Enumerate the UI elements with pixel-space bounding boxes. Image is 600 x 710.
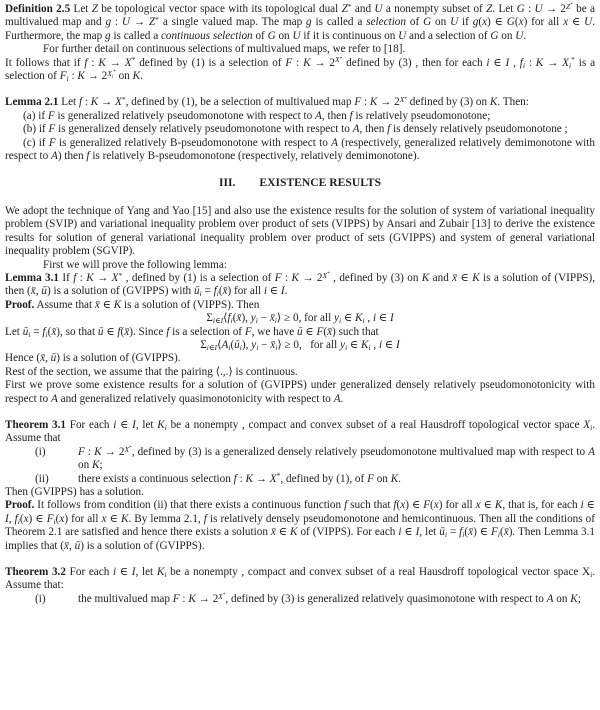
italic-text: i (378, 338, 383, 351)
italic-text: i (372, 312, 377, 325)
italic-text: A (352, 123, 360, 136)
italic-text: X (269, 472, 277, 485)
paragraph-definition-2-5: Definition 2.5 Let Z be topological vector space with its topological dual Z* and U a nonempty subset of Z. Let G : $U \to 2^{Z^*}$ be a multivalued map and g : U → Z* a single valued map. The map g is called a selection of G on U if g(x) ∈ G(x) for all x ∈ U. Furthermore, the map g is called a continuous selection of G on U if it is continuous on U and a selection of G on U. (5, 1, 596, 42)
italic-text: f (86, 150, 90, 163)
italic-text: X (583, 418, 591, 431)
sub-text: i (569, 60, 572, 70)
sup-text (335, 55, 342, 64)
italic-text: x̄ (236, 312, 242, 325)
bold-text: III. (218, 176, 236, 190)
italic-text: K (245, 472, 253, 485)
italic-text: f (78, 96, 83, 109)
paragraph-lemma-2-1: Lemma 2.1 Let f : K → X*, defined by (1), be a selection of multivalued map F : $K \to 2^{X^*}$ defined by (3) on K. Then: (5, 95, 529, 109)
italic-text: i (113, 418, 117, 431)
paragraph-proof-theorem-3-1: Proof. It follows from condition (ii) that there exists a continuous function f such that f(x) ∈ F(x) for all x ∈ K, that is, for each i ∈ I, fi(x) ∈ Fi(x) for all x ∈ K. By lemma 2.1, f is relatively densely pseudomonotone and hemicontinuous. Then all the conditions of Theorem 2.1 are satisfied and hence there exists a solution x̄ ∈ K of (VIPPS). For each i ∈ I, let ūi = fi(x̄) ∈ Fi(x̄). Then Lemma 3.1 implies that (x̄, ū) is a solution of (GVIPPS). (5, 499, 595, 552)
sup-text (323, 271, 330, 280)
italic-text: K (94, 445, 102, 458)
italic-text: K (494, 499, 503, 512)
italic-text: X (399, 95, 405, 105)
italic-text: U (515, 29, 524, 42)
italic-text: x̄ (270, 338, 276, 351)
italic-text: ū (22, 325, 29, 338)
italic-text: ū (234, 338, 240, 351)
italic-text: y (340, 338, 345, 351)
italic-text: F (59, 70, 67, 83)
lemma-2-1-item-c: (c) if F is generalized relatively B-pseudomonotone with respect to A (respectively, generalized relatively demimonotone with respect to A) then f is relatively B-pseudomonotone (respectively, relatively demimonotone). (5, 136, 595, 163)
italic-text: F (423, 499, 431, 512)
sup-text (218, 592, 225, 601)
italic-text: g (472, 16, 479, 29)
bold-text: Definition 2.5 (5, 3, 71, 15)
paragraph-further-detail-note: For further detail on continuous selections of multivalued maps, we refer to [18]. (43, 43, 406, 56)
italic-text: K (489, 96, 498, 109)
paragraph-hence-solution: Hence (x̄, ū) is a solution of (GVIPPS). (5, 352, 181, 365)
italic-text: I (395, 338, 400, 351)
italic-text: I (389, 312, 394, 325)
italic-text: A (546, 592, 554, 605)
italic-text: i (206, 343, 209, 353)
italic-text: x (400, 499, 406, 512)
bold-text: Proof. (5, 298, 35, 311)
sub-text: i (362, 316, 365, 326)
item-label: (i) (35, 592, 46, 605)
italic-text: I (280, 285, 285, 298)
italic-text: I (505, 56, 510, 69)
sup-text (124, 445, 131, 454)
italic-text: x̄ (269, 312, 275, 325)
italic-text: K (421, 271, 430, 284)
paragraph-then-gvipps-has-solution: Then (GVIPPS) has a solution. (5, 486, 144, 498)
sup-text: * (276, 471, 281, 481)
italic-text: X (218, 591, 223, 601)
italic-text: I (131, 566, 136, 579)
italic-text: x̄ (94, 298, 100, 311)
sub-text: i (164, 423, 167, 433)
sup-text (566, 2, 573, 11)
italic-text: i (486, 56, 490, 69)
italic-text: ū (439, 526, 445, 539)
sub-text: i (274, 316, 277, 326)
bold-text: Lemma 2.1 (5, 96, 59, 109)
italic-text: X (111, 271, 119, 284)
italic-text: X (335, 55, 340, 65)
italic-text: K (113, 298, 122, 311)
italic-text: Z (341, 3, 348, 15)
italic-text: x̄ (64, 539, 70, 552)
italic-text: x (475, 499, 481, 512)
bold-text: Proof. (5, 499, 35, 512)
sub-text: i (239, 343, 242, 353)
equation-vipps: Σi∈I⟨fi(x̄), yi − x̄i⟩ ≥ 0, for all yi ∈ Ki , i ∈ I (206, 312, 394, 326)
italic-text: i (113, 566, 117, 579)
bold-text: Theorem 3.2 (5, 566, 66, 579)
italic-text: K (290, 526, 298, 539)
italic-text: f (233, 472, 237, 485)
theorem-3-1-condition-ii: (ii) there exists a continuous selection f : K → X*, defined by (1), of F on K. (35, 471, 401, 485)
italic-text: x̄ (51, 325, 57, 338)
italic-text: K (535, 56, 544, 69)
italic-text: X (115, 96, 122, 109)
italic-text: x (59, 512, 65, 525)
italic-text: U (374, 3, 383, 15)
italic-text: f (166, 325, 170, 338)
italic-text: F (47, 109, 55, 122)
italic-text: G (506, 16, 515, 29)
italic-text: X (124, 56, 132, 69)
sub-text: i (462, 530, 465, 540)
sup-text: * (118, 270, 123, 280)
italic-text: ū (193, 285, 200, 298)
italic-text: continuous selection (160, 29, 253, 42)
paragraph-we-adopt: We adopt the technique of Yang and Yao [15] and also use the existence results for the solution of system of variational inequality problem (SVIP) and variational inequality problem over product of sets (VIPPS) by Ansari and Zubair [13] to derive the existence results for solution of general variational inequality problem over product of sets (GVIPPS) and system of general variational inequality problem (SGVIP). (5, 204, 595, 258)
italic-text: x (101, 512, 107, 525)
italic-text: f (84, 56, 88, 69)
paragraph-lemma-3-1: Lemma 3.1 If f : K → X* , defined by (1) is a selection of F : $K \to 2^{X^*}$ , defined by (3) on K and x̄ ∈ K is a solution of (VIPPS), then (x̄, ū) is a solution of (GVIPPS) with ūi = fi(x̄) for all i ∈ I. (5, 270, 596, 299)
italic-text: U (450, 16, 459, 29)
italic-text: ū (297, 325, 303, 338)
sub-text: i (590, 570, 593, 580)
italic-text: X (107, 68, 112, 78)
theorem-3-1-condition-i: (i) F : $K \to 2^{X^*}$, defined by (3) is a generalized densely relatively pseudomonotone multivalued map with respect to A on K; (35, 444, 595, 472)
italic-text: F (244, 325, 252, 338)
sub-text: i (199, 289, 202, 299)
sub-text: i∈I (206, 343, 218, 353)
italic-text: i (398, 526, 402, 539)
italic-text: x (518, 16, 524, 29)
bold-text: Lemma 3.1 (5, 271, 60, 284)
italic-text: x (23, 512, 29, 525)
sub-text: i (590, 423, 593, 433)
sub-text: i (256, 343, 259, 353)
italic-text: K (361, 338, 369, 351)
italic-text: F (46, 512, 54, 525)
italic-text: X (322, 270, 328, 280)
italic-text: F (48, 136, 56, 149)
italic-text: F (274, 271, 282, 284)
sup-text: * (339, 55, 343, 62)
sup-text: * (155, 15, 159, 25)
bold-text: EXISTENCE RESULTS (259, 176, 382, 190)
italic-text: y (250, 312, 256, 325)
italic-text: g (105, 16, 112, 29)
italic-text: A (221, 338, 229, 351)
italic-text: F (354, 96, 362, 109)
sub-text: i (17, 516, 20, 526)
italic-text: f (387, 123, 391, 136)
italic-text: I (220, 316, 224, 326)
italic-text: Z (91, 3, 98, 15)
sub-text: i (228, 343, 231, 353)
paragraph-let-ui: Let ūi = fi(x̄), so that ū ∈ f(x̄). Since f is a selection of F, we have ū ∈ F(x̄) such that (5, 325, 379, 339)
italic-text: U (121, 16, 130, 29)
italic-text: x (482, 16, 488, 29)
sub-text: i (53, 516, 56, 526)
italic-text: f (213, 285, 217, 298)
sub-text: i∈I (212, 316, 224, 326)
italic-text: Z (148, 16, 156, 29)
italic-text: F (285, 56, 293, 69)
italic-text: x̄ (503, 526, 509, 539)
italic-text: x (563, 16, 569, 29)
sub-text: i (164, 570, 167, 580)
italic-text: K (303, 56, 311, 69)
sub-text: i (216, 289, 219, 299)
italic-text: x̄ (270, 526, 276, 539)
sub-text: i (45, 329, 48, 339)
sup-text (400, 95, 407, 104)
italic-text: f (203, 512, 207, 525)
italic-text: I (415, 526, 420, 539)
italic-text: A (331, 136, 338, 149)
italic-text: F (78, 445, 85, 458)
italic-text: K (77, 70, 85, 83)
italic-text: A (333, 392, 341, 405)
italic-text: F (491, 526, 498, 539)
italic-text: x̄ (30, 285, 36, 298)
italic-text: f (42, 325, 46, 338)
sub-text: i (497, 530, 500, 540)
paragraph-first-we-prove: First we prove some existence results for a solution of (GVIPPS) under generalized densely relatively pseudomonotonicity with respect to A and generalized relatively quasimonotonicity with respect to A. (5, 379, 595, 405)
italic-text: I (132, 418, 136, 431)
italic-text: f (117, 325, 121, 338)
italic-text: Z (566, 1, 571, 11)
italic-text: y (333, 312, 339, 325)
italic-text: x̄ (40, 352, 46, 365)
italic-text: ū (97, 325, 104, 338)
sup-text: * (571, 55, 575, 65)
italic-text: G (423, 16, 432, 29)
paragraph-theorem-3-1: Theorem 3.1 For each i ∈ I, let Ki be a nonempty , compact and convex subset of a real Hausdroff topological vector space Xi. Assume that (5, 418, 595, 445)
italic-text: f (349, 109, 353, 122)
italic-text: K (156, 566, 165, 579)
sub-text: i (255, 316, 258, 326)
italic-text: K (390, 472, 399, 485)
italic-text: U (398, 29, 407, 42)
italic-text: K (472, 271, 480, 284)
equation-gvipps: Σi∈I⟨Ai(ūi), yi − x̄i⟩ ≥ 0, for all yi ∈ Ki , i ∈ I (200, 338, 400, 353)
italic-text: K (120, 512, 129, 525)
sub-text: i (338, 316, 342, 326)
italic-text: F (172, 592, 180, 605)
italic-text: f (519, 56, 523, 69)
paragraph-proof-lemma-3-1: Proof. Assume that x̄ ∈ K is a solution of (VIPPS). Then (5, 298, 260, 311)
italic-text: A (315, 109, 322, 122)
italic-text: U (584, 16, 593, 29)
sup-text: * (404, 95, 407, 102)
italic-text: g (306, 16, 312, 29)
italic-text: K (369, 96, 378, 109)
italic-text: f (393, 499, 397, 512)
italic-text: i (212, 316, 215, 326)
italic-text: K (132, 70, 141, 83)
sub-text: i (66, 74, 69, 84)
italic-text: Z (486, 3, 493, 15)
sub-text: i (275, 343, 278, 353)
sub-text: i (368, 343, 371, 353)
italic-text: y (251, 338, 257, 351)
italic-text: F (367, 472, 374, 485)
italic-text: i (263, 285, 267, 298)
bold-text: Theorem 3.1 (5, 418, 67, 431)
italic-text: x̄ (222, 285, 228, 298)
sub-text: i (444, 530, 447, 540)
lemma-2-1-item-a: (a) if F is generalized relatively pseudomonotone with respect to A, then f is relatively pseudomonotone; (23, 109, 491, 122)
sub-text: i (344, 343, 348, 353)
italic-text: K (291, 271, 299, 284)
lemma-2-1-item-b: (b) if F is generalized densely relatively pseudomonotone with respect to A, then f is densely relatively pseudomonotone ; (23, 123, 568, 136)
sub-text: i (522, 60, 525, 70)
italic-text: A (50, 150, 58, 163)
italic-text: A (588, 445, 595, 458)
italic-text: x (433, 499, 439, 512)
italic-text: G (516, 3, 525, 15)
italic-text: ū (74, 539, 81, 552)
sub-text: i (28, 329, 31, 339)
italic-text: K (90, 96, 99, 109)
sup-text: * (113, 69, 116, 76)
italic-text: x̄ (468, 526, 474, 539)
sup-text: * (570, 2, 573, 9)
section-heading-existence-results (5, 176, 595, 189)
sup-text: * (121, 95, 126, 105)
sup-text: * (131, 55, 136, 65)
item-label: (i) (35, 445, 46, 458)
sup-text: * (222, 592, 226, 599)
italic-text: i (580, 499, 584, 512)
italic-text: f (73, 271, 77, 284)
italic-text: X (562, 56, 569, 69)
sub-text: i (230, 316, 233, 326)
theorem-3-2-condition-i: (i) the multivalued map F : $K \to 2^{X^*}$, defined by (3) is generalized relatively quasimonotone with respect to A on K; (35, 591, 581, 605)
italic-text: K (86, 271, 94, 284)
italic-text: G (490, 29, 499, 42)
italic-text: ū (50, 352, 57, 365)
sup-text: * (129, 445, 132, 452)
italic-text: x̄ (327, 325, 333, 338)
italic-text: F (48, 123, 56, 136)
italic-text: K (570, 592, 578, 605)
italic-text: I (214, 343, 218, 353)
paragraph-theorem-3-2: Theorem 3.2 For each i ∈ I, let Ki be a nonempty , compact and convex subset of a real Hausdroff topological vector space Xi. Assume that: (5, 566, 595, 592)
italic-text: selection (366, 16, 406, 29)
italic-text: I (5, 512, 9, 525)
italic-text: U (534, 3, 543, 15)
sub-text: i (111, 73, 114, 80)
italic-text: f (14, 512, 18, 525)
italic-text: U (292, 29, 301, 42)
italic-text: G (267, 29, 276, 42)
sup-text (107, 69, 116, 78)
italic-text: K (98, 56, 106, 69)
italic-text: f (459, 526, 463, 539)
paragraph-first-we-will-prove: First we will prove the following lemma: (43, 258, 227, 271)
italic-text: x̄ (452, 271, 458, 284)
italic-text: A (50, 392, 58, 405)
italic-text: K (91, 459, 100, 472)
italic-text: K (188, 592, 196, 605)
sup-text: * (327, 271, 330, 278)
italic-text: K (157, 418, 165, 431)
italic-text: K (354, 312, 363, 325)
italic-text: g (105, 29, 111, 42)
italic-text: f (344, 499, 348, 512)
italic-text: F (316, 325, 324, 338)
paragraph-rest-of-section: Rest of the section, we assume that the pairing ⟨.,.⟩ is continuous. (5, 365, 298, 378)
item-label: (ii) (35, 472, 49, 485)
italic-text: ū (41, 285, 47, 298)
paragraph-it-follows: It follows that if f : K → X* defined by (1) is a selection of F : $K \to 2^{X^*}$ defined by (3) , then for each i ∈ I , fi : K → Xi* is a selection of Fi : $K \to 2^{X_i^*}$ on K. (5, 55, 596, 84)
sup-text: * (347, 1, 352, 11)
italic-text: f (227, 312, 231, 325)
italic-text: X (124, 444, 130, 454)
italic-text: x̄ (124, 325, 130, 338)
